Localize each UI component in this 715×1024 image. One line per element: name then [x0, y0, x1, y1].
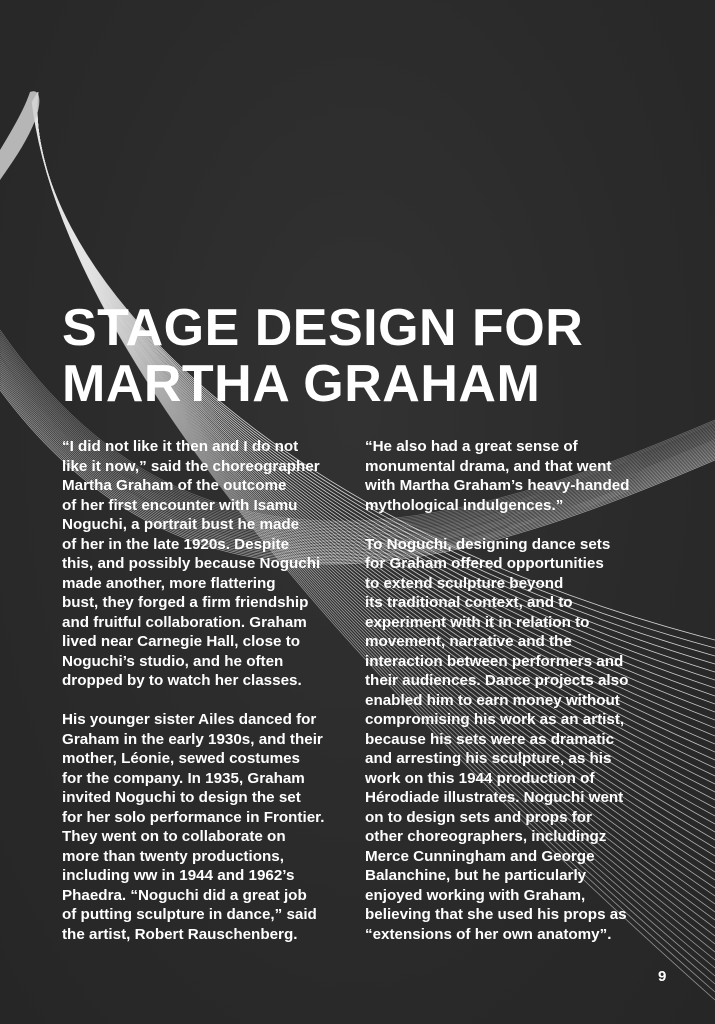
- text-line: like it now,” said the choreographer: [62, 457, 320, 475]
- title-line-1: STAGE DESIGN FOR: [62, 299, 584, 357]
- text-line: for her solo performance in Frontier.: [62, 808, 325, 826]
- text-line: Martha Graham of the outcome: [62, 477, 287, 494]
- text-line: believing that she used his props as: [365, 906, 627, 923]
- text-line: this, and possibly because Noguchi: [62, 555, 321, 572]
- text-line: including ww in 1944 and 1962’s: [62, 867, 295, 884]
- right-column: [365, 437, 665, 964]
- text-line: its traditional context, and to: [365, 594, 573, 611]
- text-line: dropped by to watch her classes.: [62, 672, 302, 689]
- ribbon-tip: [0, 91, 39, 180]
- text-line: Balanchine, but he particularly: [365, 867, 587, 884]
- text-line: experiment with it in relation to: [365, 613, 590, 631]
- text-line: Graham in the early 1930s, and their: [62, 730, 323, 748]
- text-line: bust, they forged a firm friendship: [62, 594, 309, 611]
- left-column: [62, 437, 352, 964]
- text-line: “extensions of her own anatomy”.: [365, 925, 612, 943]
- text-line: enabled him to earn money without: [365, 691, 620, 709]
- text-line: other choreographers, includingz: [365, 828, 607, 845]
- text-line: They went on to collaborate on: [62, 828, 286, 845]
- pull-quote: [365, 437, 665, 515]
- text-line: Hérodiade illustrates. Noguchi went: [365, 789, 624, 806]
- right-paragraph-2: [365, 535, 665, 945]
- text-line: Noguchi, a portrait bust he made: [62, 516, 300, 533]
- text-line: work on this 1944 production of: [365, 769, 595, 787]
- text-line: for Graham offered opportunities: [365, 555, 604, 572]
- text-line: “I did not like it then and I do not: [62, 438, 299, 455]
- text-line: because his sets were as dramatic: [365, 730, 615, 748]
- title-line-2: MARTHA GRAHAM: [62, 355, 541, 413]
- text-line: Noguchi’s studio, and he often: [62, 652, 284, 670]
- text-line: and fruitful collaboration. Graham: [62, 613, 307, 631]
- text-line: on to design sets and props for: [365, 808, 592, 826]
- text-line: compromising his work as an artist,: [365, 711, 625, 728]
- text-line: mother, Léonie, sewed costumes: [62, 750, 301, 767]
- text-line: Merce Cunningham and George: [365, 847, 595, 865]
- text-line: To Noguchi, designing dance sets: [365, 535, 611, 553]
- left-paragraph-1: [62, 437, 352, 691]
- text-line: interaction between performers and: [365, 652, 624, 670]
- text-line: their audiences. Dance projects also: [365, 672, 629, 689]
- text-line: enjoyed working with Graham,: [365, 886, 586, 904]
- text-line: lived near Carnegie Hall, close to: [62, 633, 301, 650]
- text-line: for the company. In 1935, Graham: [62, 769, 305, 787]
- text-line: and arresting his sculpture, as his: [365, 750, 612, 767]
- text-line: invited Noguchi to design the set: [62, 789, 301, 806]
- page-title: [62, 300, 682, 412]
- text-line: movement, narrative and the: [365, 633, 572, 650]
- text-line: the artist, Robert Rauschenberg.: [62, 925, 298, 943]
- page-number: 9: [658, 968, 667, 985]
- text-line: made another, more flattering: [62, 574, 276, 592]
- text-line: of her in the late 1920s. Despite: [62, 535, 290, 553]
- text-line: to extend sculpture beyond: [365, 574, 564, 592]
- text-line: monumental drama, and that went: [365, 457, 612, 475]
- text-line: with Martha Graham’s heavy-handed: [365, 477, 630, 494]
- text-line: mythological indulgences.”: [365, 496, 564, 514]
- text-line: more than twenty productions,: [62, 847, 284, 865]
- left-paragraph-2: [62, 710, 352, 944]
- text-line: of her first encounter with Isamu: [62, 496, 298, 514]
- text-line: His younger sister Ailes danced for: [62, 711, 317, 728]
- text-line: Phaedra. “Noguchi did a great job: [62, 886, 307, 904]
- text-line: “He also had a great sense of: [365, 438, 578, 455]
- text-line: of putting sculpture in dance,” said: [62, 906, 317, 923]
